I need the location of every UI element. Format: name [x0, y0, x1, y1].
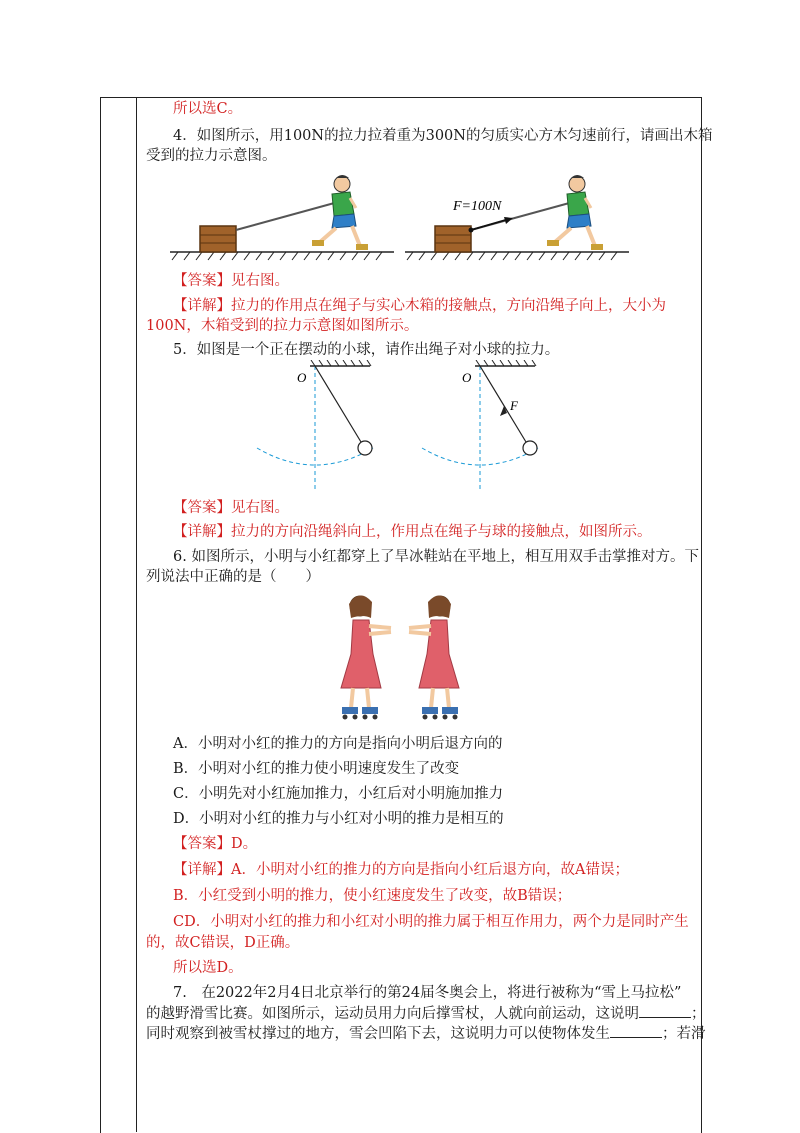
q6-explanation-1: 【详解】A．小明对小红的推力的方向是指向小红后退方向，故A错误； — [173, 862, 629, 878]
pivot-label: O — [462, 370, 472, 385]
boy-pulling-icon — [312, 175, 368, 250]
q6-explanation-4: 的，故C错误，D正确。 — [146, 935, 300, 951]
q6-explanation-3: CD．小明对小红的推力和小红对小明的推力属于相互作用力，两个力是同时产生 — [173, 914, 689, 930]
q4-stem-2: 受到的拉力示意图。 — [146, 148, 277, 164]
q6-answer: 【答案】D。 — [173, 836, 258, 852]
table-column-divider — [136, 97, 137, 1132]
q5-answer: 【答案】见右图。 — [173, 500, 289, 516]
q4-answer: 【答案】见右图。 — [173, 273, 289, 289]
q5-figure-answer — [420, 360, 550, 495]
q5-force-label: F — [510, 398, 518, 413]
q6-option-c: C．小明先对小红施加推力，小红后对小明施加推力 — [173, 786, 504, 802]
q4-explanation-2: 100N，木箱受到的拉力示意图如图所示。 — [146, 318, 419, 334]
q6-skaters-figure — [325, 588, 475, 723]
answer-blank-2[interactable] — [610, 1023, 662, 1038]
q6-option-b: B．小明对小红的推力使小明速度发生了改变 — [173, 761, 460, 777]
q4-figure-original — [170, 170, 395, 265]
q4-stem-1: 4．如图所示，用100N的拉力拉着重为300N的匀质实心方木匀速前行，请画出木箱 — [173, 128, 713, 144]
q7-stem-1: 7. 在2022年2月4日北京举行的第24届冬奥会上，将进行被称为“雪上马拉松” — [173, 985, 682, 1001]
q7-stem-2: 的越野滑雪比赛。如图所示，运动员用力向后撑雪杖，人就向前运动，这说明 ； — [146, 1003, 706, 1024]
q4-figure-answer — [405, 170, 630, 265]
q6-explanation-2: B．小红受到小明的推力，使小红速度发生了改变，故B错误； — [173, 888, 572, 904]
boy-pulling-icon — [547, 175, 603, 250]
q6-option-d: D．小明对小红的推力与小红对小明的推力是相互的 — [173, 811, 504, 827]
q6-stem-1: 6. 如图所示，小明与小红都穿上了旱冰鞋站在平地上，相互用双手击掌推对方。下 — [173, 549, 699, 565]
q5-figure-original — [255, 360, 385, 495]
q4-explanation-1: 【详解】拉力的作用点在绳子与实心木箱的接触点，方向沿绳子向上，大小为 — [173, 298, 666, 314]
girl-right-icon — [409, 595, 459, 719]
girl-left-icon — [341, 595, 391, 719]
q6-conclusion: 所以选D。 — [173, 960, 243, 976]
q4-force-label: F=100N — [453, 199, 502, 214]
q5-explanation: 【详解】拉力的方向沿绳斜向上，作用点在绳子与球的接触点，如图所示。 — [173, 524, 652, 540]
q5-stem: 5．如图是一个正在摆动的小球，请作出绳子对小球的拉力。 — [173, 342, 560, 358]
answer-blank-1[interactable] — [639, 1003, 691, 1018]
q6-option-a: A．小明对小红的推力的方向是指向小明后退方向的 — [173, 736, 503, 752]
pivot-label: O — [297, 370, 307, 385]
q7-stem-3: 同时观察到被雪杖撑过的地方，雪会凹陷下去，这说明力可以使物体发生 ；若滑 — [146, 1023, 706, 1044]
q6-stem-2: 列说法中正确的是（ ） — [146, 569, 320, 585]
q3-conclusion: 所以选C。 — [173, 101, 243, 117]
